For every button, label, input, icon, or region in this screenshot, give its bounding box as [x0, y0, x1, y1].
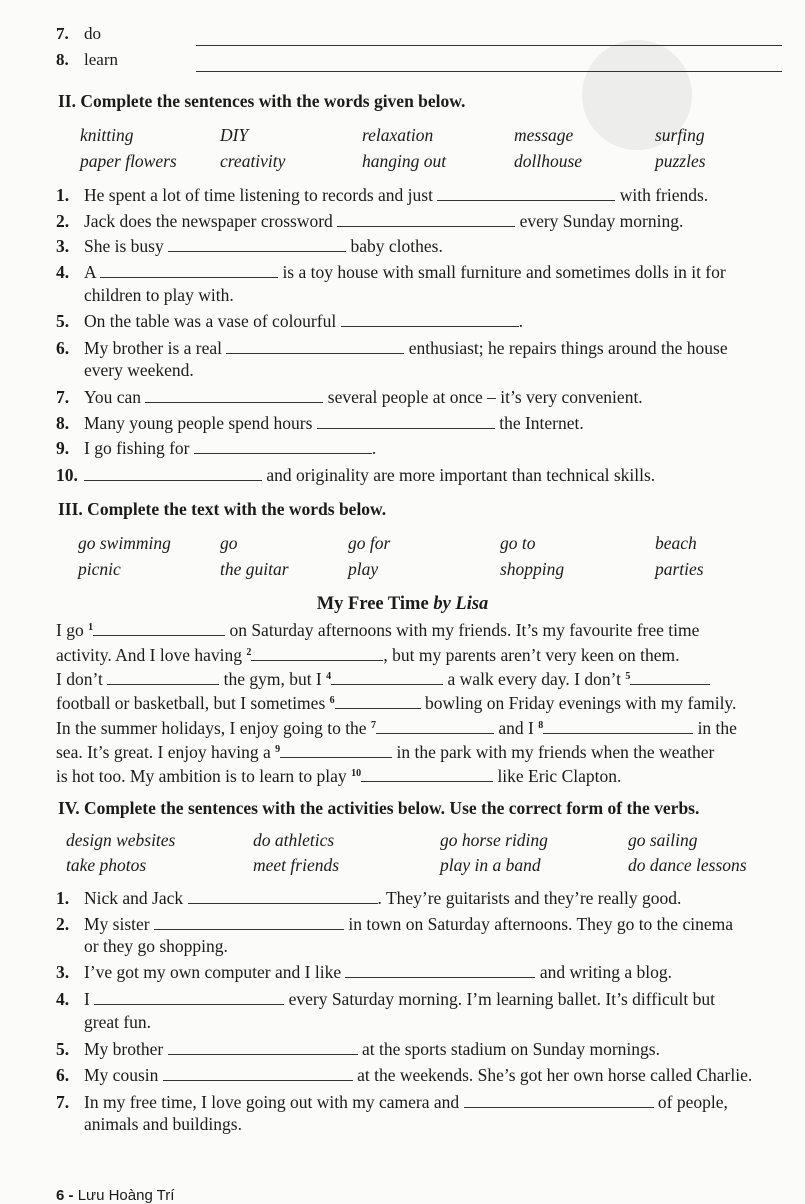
- answer-blank[interactable]: [94, 990, 284, 1005]
- word-box-item: beach: [655, 533, 697, 553]
- s4-sentence-7-cont: animals and buildings.: [84, 1114, 242, 1134]
- s2-sentence-8: 8. Many young people spend hours the Internet.: [56, 413, 584, 433]
- story-line-4: football or basketball, but I sometimes $^6$ bowling on Friday evenings with my family.: [56, 693, 737, 713]
- part1-item-7: 7. do: [56, 24, 101, 43]
- s2-sentence-4-cont: children to play with.: [84, 285, 234, 305]
- story-line-1: I go $^1$ on Saturday afternoons with my friends. It’s my favourite free time: [56, 620, 700, 640]
- answer-blank[interactable]: [337, 212, 515, 227]
- answer-blank[interactable]: [100, 263, 278, 278]
- story-line-7: is hot too. My ambition is to learn to play $^{10}$ like Eric Clapton.: [56, 766, 622, 786]
- word-box-item: shopping: [500, 559, 565, 579]
- word-box-item: go swimming: [78, 533, 171, 553]
- section4-heading: IV. Complete the sentences with the activities below. Use the correct form of the verbs.: [58, 798, 700, 818]
- word-box-item: go horse riding: [440, 830, 548, 850]
- s4-sentence-6: 6. My cousin at the weekends. She’s got her own horse called Charlie.: [56, 1065, 753, 1085]
- answer-blank[interactable]: [335, 694, 421, 709]
- word-box-item: do dance lessons: [628, 855, 747, 875]
- word-box-item: play in a band: [440, 855, 541, 875]
- s2-sentence-1: 1. He spent a lot of time listening to records and just with friends.: [56, 185, 709, 205]
- s2-sentence-9: 9. I go fishing for .: [56, 438, 377, 458]
- word-box-item: go sailing: [628, 830, 698, 850]
- part1-item-8: 8. learn: [56, 50, 118, 69]
- answer-blank[interactable]: [154, 915, 344, 930]
- word-box-item: relaxation: [362, 125, 434, 145]
- answer-blank[interactable]: [331, 670, 443, 685]
- word-box-item: do athletics: [253, 830, 335, 850]
- answer-blank[interactable]: [317, 414, 495, 429]
- story-line-5: In the summer holidays, I enjoy going to the $^7$ and I $^8$ in the: [56, 718, 737, 738]
- story-line-2: activity. And I love having $^2$ , but my parents aren’t very keen on them.: [56, 645, 680, 665]
- s4-sentence-5: 5. My brother at the sports stadium on Sunday mornings.: [56, 1039, 660, 1059]
- word-box-item: creativity: [220, 151, 286, 171]
- answer-blank[interactable]: [168, 237, 346, 252]
- s2-sentence-2: 2. Jack does the newspaper crossword every Sunday morning.: [56, 211, 684, 231]
- story-title: My Free Time by Lisa: [316, 594, 489, 614]
- word-box-item: hanging out: [362, 151, 447, 171]
- answer-blank[interactable]: [376, 719, 494, 734]
- answer-blank[interactable]: [163, 1066, 353, 1081]
- word-box-item: design websites: [66, 830, 176, 850]
- answer-blank[interactable]: [168, 1040, 358, 1055]
- section2-heading: II. Complete the sentences with the words given below.: [58, 91, 466, 111]
- answer-line[interactable]: [196, 45, 782, 46]
- s4-sentence-7: 7. In my free time, I love going out with my camera and of people,: [56, 1092, 728, 1112]
- answer-blank[interactable]: [251, 646, 383, 661]
- s4-sentence-4: 4. I every Saturday morning. I’m learning ballet. It’s difficult but: [56, 989, 715, 1009]
- word-box-item: paper flowers: [80, 151, 177, 171]
- answer-blank[interactable]: [464, 1093, 654, 1108]
- section3-heading: III. Complete the text with the words below.: [58, 499, 387, 519]
- s4-sentence-2-cont: or they go shopping.: [84, 936, 228, 956]
- answer-blank[interactable]: [361, 767, 493, 782]
- page-footer: 6 - Lưu Hoàng Trí: [56, 1187, 175, 1204]
- s2-sentence-6-cont: every weekend.: [84, 360, 194, 380]
- answer-blank[interactable]: [437, 186, 615, 201]
- word-box-item: take photos: [66, 855, 147, 875]
- answer-blank[interactable]: [345, 963, 535, 978]
- s2-sentence-7: 7. You can several people at once – it’s very convenient.: [56, 387, 643, 407]
- answer-blank[interactable]: [188, 889, 378, 904]
- answer-blank[interactable]: [145, 388, 323, 403]
- answer-blank[interactable]: [107, 670, 219, 685]
- answer-blank[interactable]: [93, 621, 225, 636]
- word-box-item: the guitar: [220, 559, 289, 579]
- s2-sentence-5: 5. On the table was a vase of colourful .: [56, 311, 523, 331]
- word-box-item: play: [348, 559, 379, 579]
- word-box-item: message: [514, 125, 574, 145]
- s2-sentence-4: 4. A is a toy house with small furniture and sometimes dolls in it for: [56, 262, 726, 282]
- word-box-item: go for: [348, 533, 391, 553]
- answer-blank[interactable]: [84, 466, 262, 481]
- word-box-item: puzzles: [655, 151, 706, 171]
- word-box-item: parties: [655, 559, 704, 579]
- word-box-item: go: [220, 533, 238, 553]
- story-line-6: sea. It’s great. I enjoy having a $^9$ in the park with my friends when the weather: [56, 742, 715, 762]
- s4-sentence-3: 3. I’ve got my own computer and I like and writing a blog.: [56, 962, 673, 982]
- word-box-item: go to: [500, 533, 536, 553]
- answer-blank[interactable]: [341, 312, 519, 327]
- story-line-3: I don’t the gym, but I $^4$ a walk every day. I don’t $^5$: [56, 669, 710, 690]
- s4-sentence-2: 2. My sister in town on Saturday afternoons. They go to the cinema: [56, 914, 733, 934]
- word-box-item: picnic: [78, 559, 121, 579]
- answer-line[interactable]: [196, 71, 782, 72]
- word-box-item: meet friends: [253, 855, 340, 875]
- s2-sentence-10: 10. and originality are more important than technical skills.: [56, 465, 656, 485]
- word-box-item: DIY: [220, 125, 249, 145]
- answer-blank[interactable]: [630, 670, 710, 685]
- s4-sentence-1: 1. Nick and Jack . They’re guitarists and they’re really good.: [56, 888, 682, 908]
- s2-sentence-3: 3. She is busy baby clothes.: [56, 236, 443, 256]
- answer-blank[interactable]: [543, 719, 693, 734]
- answer-blank[interactable]: [280, 743, 392, 758]
- answer-blank[interactable]: [226, 339, 404, 354]
- word-box-item: knitting: [80, 125, 134, 145]
- word-box-item: dollhouse: [514, 151, 583, 171]
- s2-sentence-6: 6. My brother is a real enthusiast; he repairs things around the house: [56, 338, 728, 358]
- s4-sentence-4-cont: great fun.: [84, 1012, 152, 1032]
- word-box-item: surfing: [655, 125, 705, 145]
- answer-blank[interactable]: [194, 439, 372, 454]
